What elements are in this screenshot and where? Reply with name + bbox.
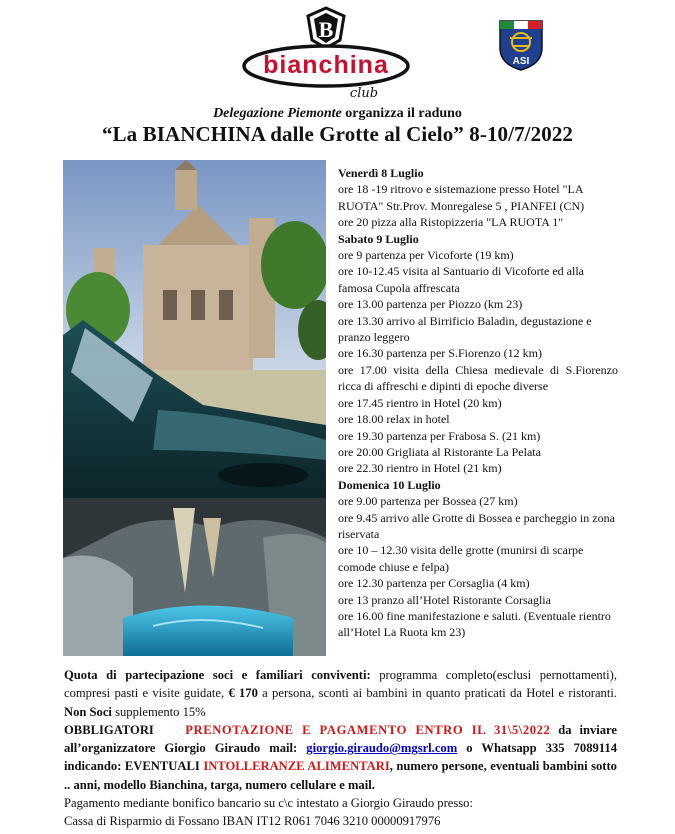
schedule-item: ore 9 partenza per Vicoforte (19 km) bbox=[338, 248, 514, 263]
asi-logo-text: ASI bbox=[512, 56, 530, 67]
non-soci-label: Non Soci bbox=[64, 704, 112, 719]
quota-text-2: a persona, sconti ai bambini in quanto praticati da Hotel e ristoranti. bbox=[257, 686, 617, 701]
schedule-item: ore 22.30 rientro in Hotel (21 km) bbox=[338, 461, 502, 476]
schedule-item: ore 9.00 partenza per Bossea (27 km) bbox=[338, 494, 518, 509]
schedule-item: ore 17.45 rientro in Hotel (20 km) bbox=[338, 395, 502, 410]
schedule-item: ore 19.30 partenza per Frabosa S. (21 km) bbox=[338, 428, 541, 443]
send-to-text: da inviare all’organizzatore Giorgio Giraudo mail: bbox=[64, 722, 617, 756]
organizer-verb: organizza il raduno bbox=[341, 106, 462, 121]
logo-badge bbox=[308, 8, 344, 48]
schedule-item: ore 9.45 arrivo alle Grotte di Bossea e parcheggio in zona riservata bbox=[338, 510, 615, 541]
logo-badge-letter: B bbox=[318, 17, 334, 42]
bank-details: Cassa di Risparmio di Fossano IBAN IT12 R061 7046 3210 00000917976 bbox=[64, 814, 441, 829]
schedule bbox=[338, 165, 618, 641]
obbligatori-label: OBBLIGATORI bbox=[64, 722, 154, 737]
schedule-item: ore 16.30 partenza per S.Fiorenzo (12 km) bbox=[338, 346, 542, 361]
schedule-item: ore 10-12.45 visita al Santuario di Vicoforte ed alla famosa Cupola affrescata bbox=[338, 264, 584, 295]
organizer-email-link[interactable]: giorgio.giraudo@mgsrl.com bbox=[306, 741, 458, 756]
schedule-item: ore 17.00 visita della Chiesa medievale di S.Fiorenzo ricca di affreschi e dipinti di epoche diverse bbox=[338, 362, 618, 394]
schedule-item: ore 13.00 partenza per Piozzo (km 23) bbox=[338, 297, 523, 312]
sanctuary-car-photo bbox=[63, 160, 326, 498]
schedule-item: ore 13.30 arrivo al Birrificio Baladin, degustazione e pranzo leggero bbox=[338, 313, 592, 345]
bossea-caves-photo bbox=[63, 498, 326, 656]
event-title: “La BIANCHINA dalle Grotte al Cielo” 8-10/7/2022 bbox=[101, 122, 574, 146]
asi-logo bbox=[497, 18, 545, 72]
day-title-sunday: Domenica 10 Luglio bbox=[338, 477, 441, 492]
schedule-item: ore 18 -19 ritrovo e sistemazione presso Hotel "LA RUOTA" Str.Prov. Monregalese 5 , PIANFEI (CN) bbox=[338, 182, 585, 213]
schedule-item: ore 16.00 fine manifestazione e saluti. (Eventuale rientro all’Hotel La Ruota km 23) bbox=[338, 608, 611, 640]
registration-info bbox=[64, 666, 617, 831]
food-intolerance-label: INTOLLERANZE ALIMENTARI bbox=[203, 759, 390, 774]
payment-text: Pagamento mediante bonifico bancario su c\c intestato a Giorgio Giraudo presso: bbox=[64, 796, 473, 811]
organizer-name: Delegazione Piemonte bbox=[213, 106, 342, 121]
quota-paragraph bbox=[64, 666, 617, 721]
schedule-item: ore 13 pranzo all’Hotel Ristorante Corsaglia bbox=[338, 592, 551, 607]
schedule-item: ore 20.00 Grigliata al Ristorante La Pelata bbox=[338, 444, 541, 459]
whatsapp-text: o Whatsapp 335 7089114 indicando: EVENTUALI bbox=[64, 741, 617, 774]
booking-deadline: PRENOTAZIONE E PAGAMENTO ENTRO IL 31\5\2022 bbox=[185, 722, 551, 737]
required-info-text: , numero persone, eventuali bambini sotto .. anni, modello Bianchina, targa, numero cellulare e mail. bbox=[64, 759, 617, 792]
organizer-line bbox=[0, 106, 675, 122]
day-title-saturday: Sabato 9 Luglio bbox=[338, 231, 419, 246]
logo-club: club bbox=[349, 86, 379, 101]
quota-text-1: programma completo(esclusi pernottamenti), compresi pasti e visite guidate, bbox=[64, 668, 617, 701]
booking-paragraph bbox=[64, 721, 617, 794]
schedule-item: ore 18.00 relax in hotel bbox=[338, 412, 450, 427]
schedule-item: ore 10 – 12.30 visita delle grotte (munirsi di scarpe comode chiuse e felpa) bbox=[338, 543, 584, 574]
schedule-item: ore 20 pizza alla Ristopizzeria "LA RUOTA 1" bbox=[338, 215, 564, 230]
logo-word: bianchina bbox=[263, 51, 389, 79]
non-soci-text: supplemento 15% bbox=[111, 704, 206, 719]
schedule-item: ore 12.30 partenza per Corsaglia (4 km) bbox=[338, 576, 530, 591]
quota-label: Quota di partecipazione soci e familiari conviventi: bbox=[64, 668, 371, 682]
bianchina-club-logo bbox=[240, 6, 412, 102]
day-title-friday: Venerdì 8 Luglio bbox=[338, 166, 424, 180]
price: € 170 bbox=[228, 686, 258, 701]
